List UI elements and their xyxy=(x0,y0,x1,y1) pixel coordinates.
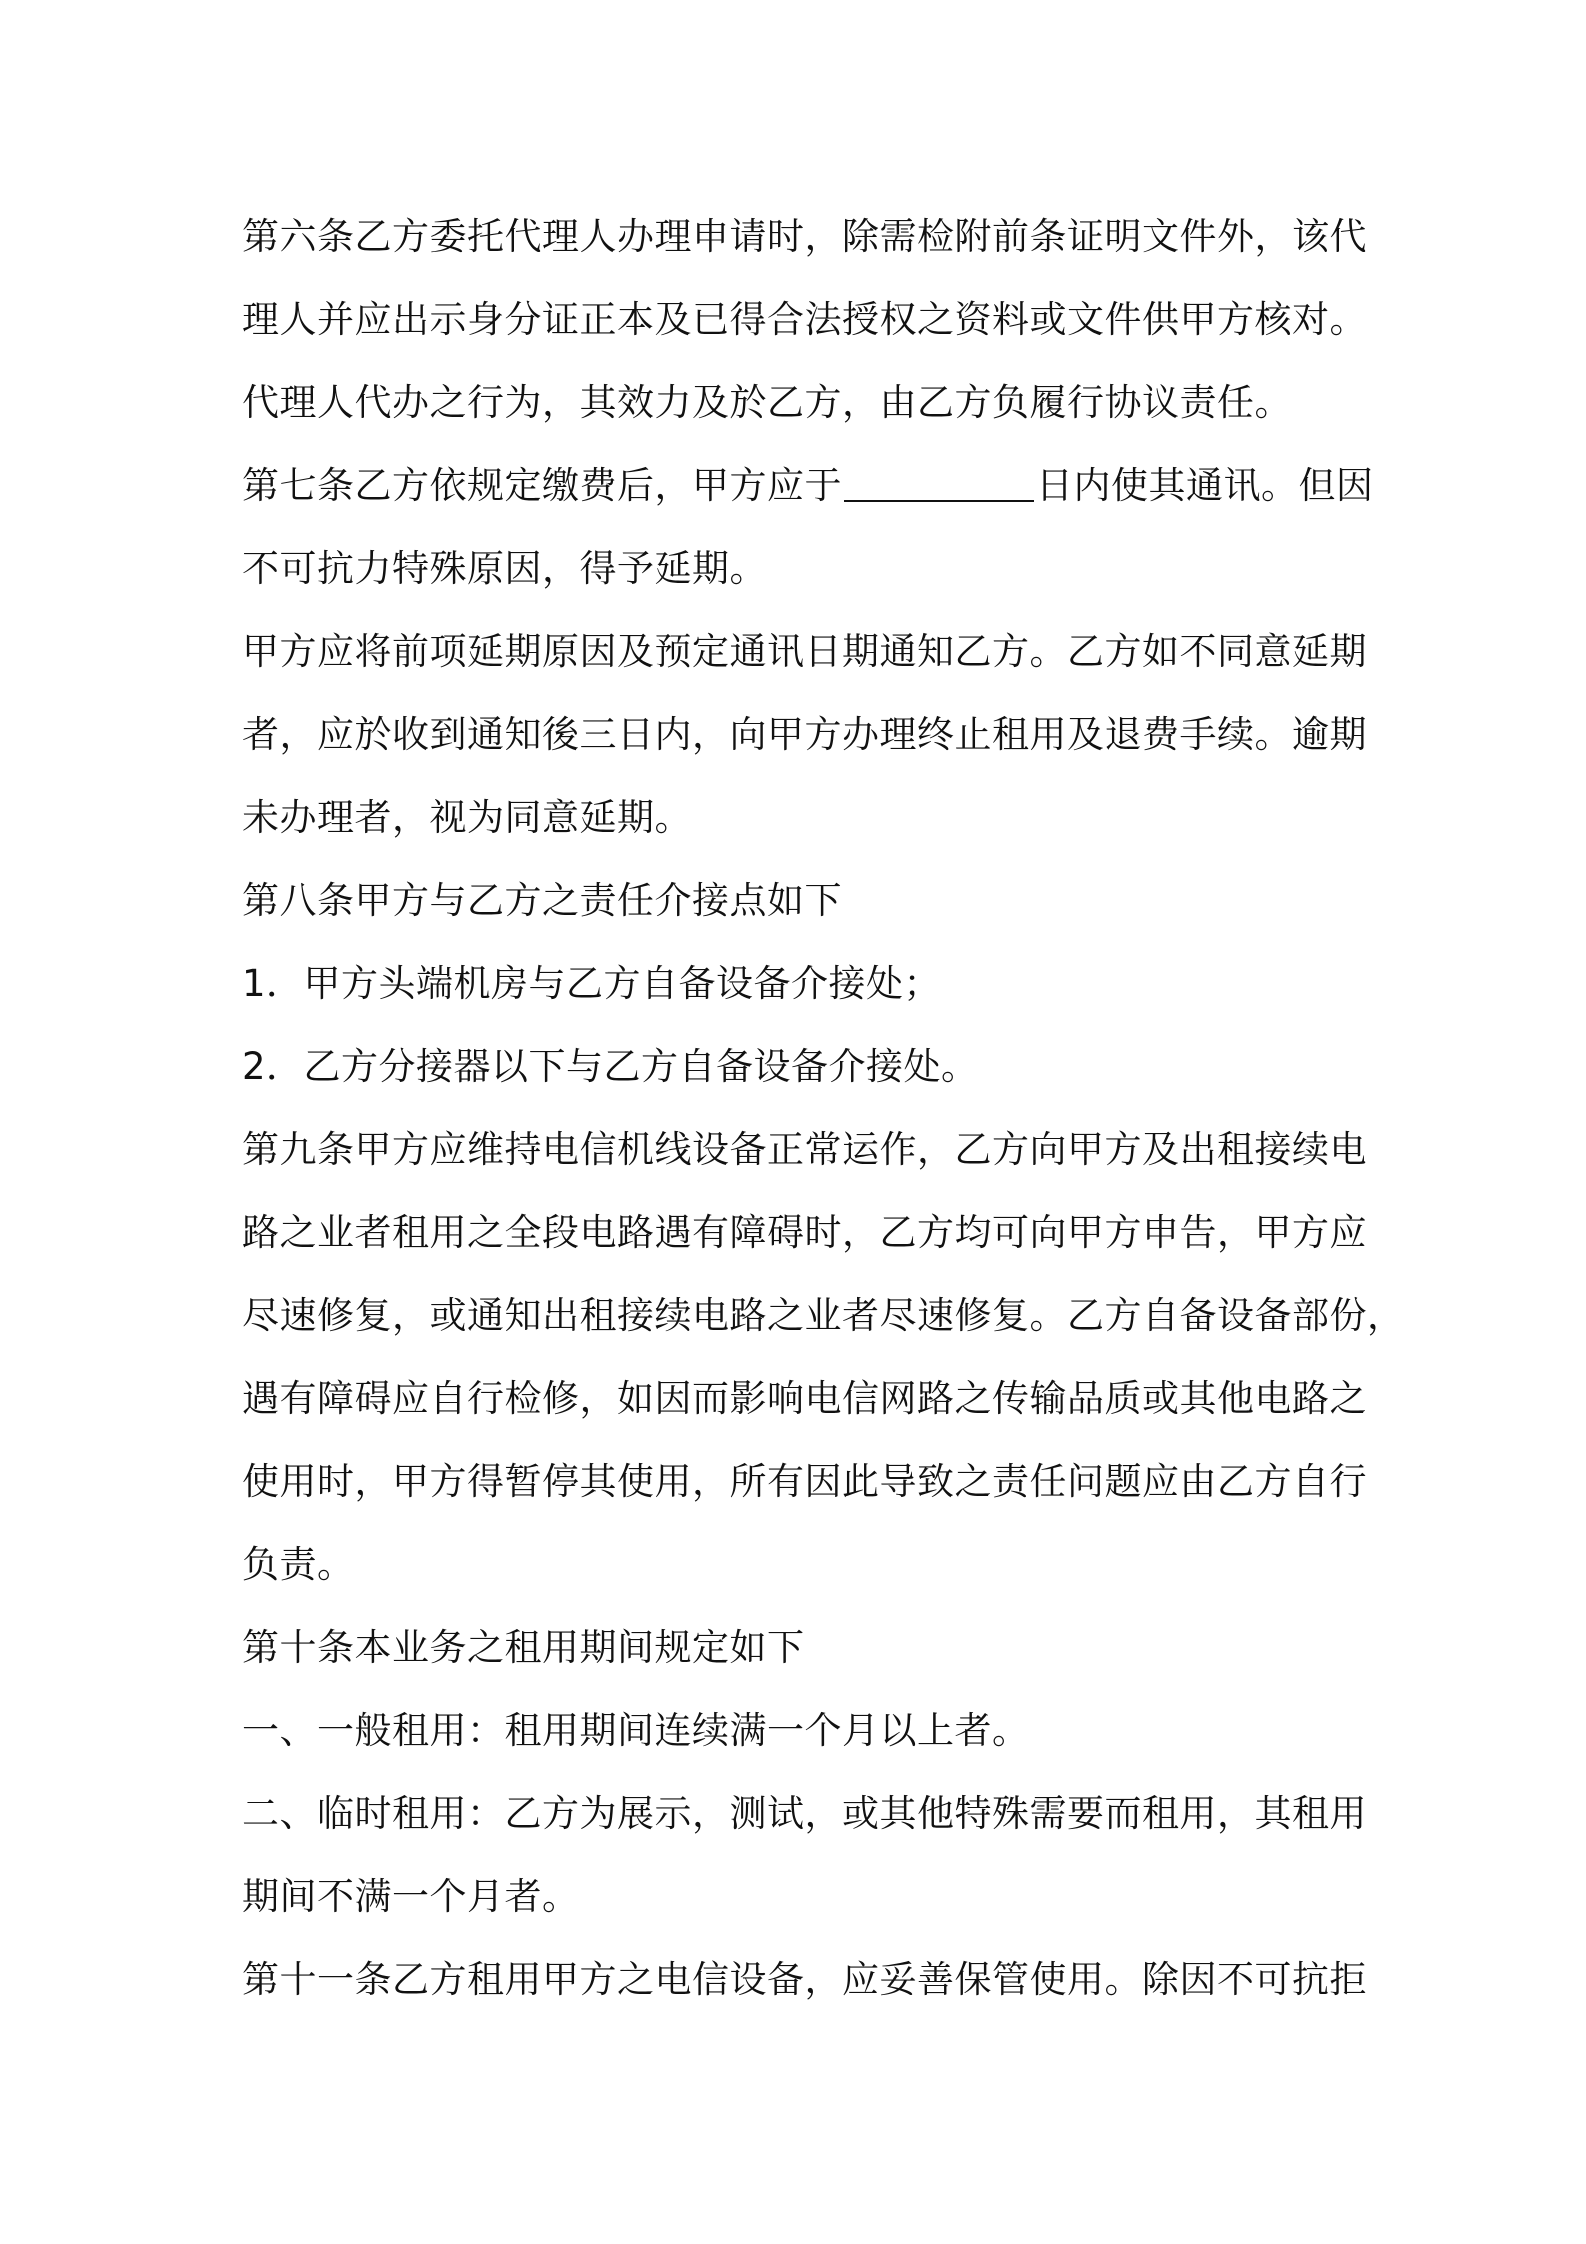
text-line: 不可抗力特殊原因，得予延期。 xyxy=(242,547,767,590)
text-line: 甲方应将前项延期原因及预定通讯日期通知乙方。乙方如不同意延期 xyxy=(242,630,1367,673)
list-item: 2．乙方分接器以下与乙方自备设备介接处。 xyxy=(242,1045,979,1088)
text-line: 代理人代办之行为，其效力及於乙方，由乙方负履行协议责任。 xyxy=(242,381,1292,424)
document-body xyxy=(242,195,1405,2021)
text-line-with-blank xyxy=(242,444,1374,527)
list-item: 1．甲方头端机房与乙方自备设备介接处； xyxy=(242,962,942,1005)
text-segment: 日内使其通讯。但因 xyxy=(1036,464,1374,507)
section-heading: 第八条甲方与乙方之责任介接点如下 xyxy=(242,879,842,922)
text-line: 理人并应出示身分证正本及已得合法授权之资料或文件供甲方核对。 xyxy=(242,298,1367,341)
text-line: 负责。 xyxy=(242,1543,355,1586)
text-line: 第六条乙方委托代理人办理申请时，除需检附前条证明文件外，该代 xyxy=(242,215,1367,258)
text-line: 遇有障碍应自行检修，如因而影响电信网路之传输品质或其他电路之 xyxy=(242,1377,1367,1420)
fill-in-blank xyxy=(844,460,1034,502)
text-line: 者，应於收到通知後三日内，向甲方办理终止租用及退费手续。逾期 xyxy=(242,713,1367,756)
text-line: 第十一条乙方租用甲方之电信设备，应妥善保管使用。除因不可抗拒 xyxy=(242,1958,1367,2001)
list-item: 一、一般租用：租用期间连续满一个月以上者。 xyxy=(242,1709,1030,1752)
text-line: 使用时，甲方得暂停其使用，所有因此导致之责任问题应由乙方自行 xyxy=(242,1460,1367,1503)
text-line: 尽速修复，或通知出租接续电路之业者尽速修复。乙方自备设备部份， xyxy=(242,1294,1405,1337)
text-line: 路之业者租用之全段电路遇有障碍时，乙方均可向甲方申告，甲方应 xyxy=(242,1211,1367,1254)
list-item: 二、临时租用：乙方为展示，测试，或其他特殊需要而租用，其租用 xyxy=(242,1792,1367,1835)
text-segment: 第七条乙方依规定缴费后，甲方应于 xyxy=(242,464,842,507)
text-line: 期间不满一个月者。 xyxy=(242,1875,580,1918)
text-line: 第九条甲方应维持电信机线设备正常运作，乙方向甲方及出租接续电 xyxy=(242,1128,1367,1171)
text-line: 未办理者，视为同意延期。 xyxy=(242,796,692,839)
section-heading: 第十条本业务之租用期间规定如下 xyxy=(242,1626,805,1669)
